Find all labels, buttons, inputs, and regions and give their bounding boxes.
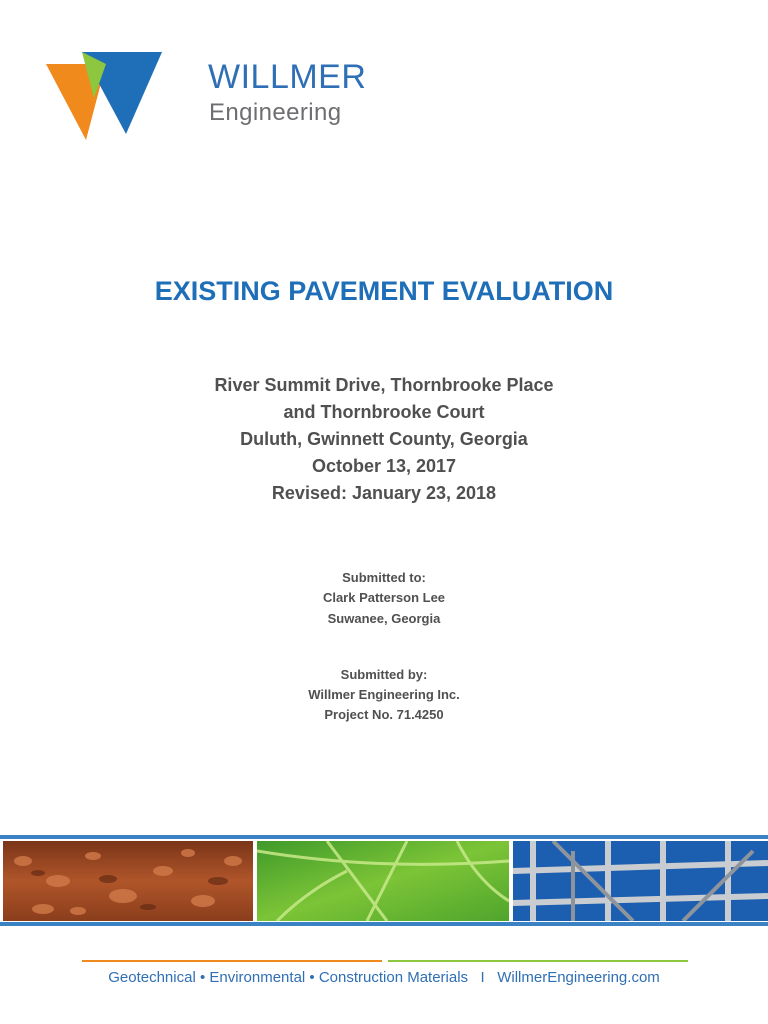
logo-subtitle: Engineering xyxy=(209,99,342,126)
logo-mark-icon xyxy=(44,48,204,148)
project-line-1: River Summit Drive, Thornbrooke Place xyxy=(214,375,554,395)
report-date: October 13, 2017 xyxy=(311,456,457,476)
project-line-2: and Thornbrooke Court xyxy=(283,402,485,422)
logo-name: WILLMER xyxy=(208,58,367,96)
soil-photo xyxy=(3,841,253,921)
document-title: EXISTING PAVEMENT EVALUATION xyxy=(154,276,614,306)
project-location: Duluth, Gwinnett County, Georgia xyxy=(240,429,528,449)
band-bottom-line xyxy=(0,922,768,926)
willmer-logo xyxy=(44,48,367,148)
submitted-by-label: Submitted by: xyxy=(340,667,428,682)
submitted-to-location: Suwanee, Georgia xyxy=(327,611,441,626)
steel-frame-photo xyxy=(513,841,768,921)
submitted-to-name: Clark Patterson Lee xyxy=(322,590,446,605)
revised-date: Revised: January 23, 2018 xyxy=(271,483,497,503)
footer-line-green xyxy=(388,960,688,962)
submitted-to-label: Submitted to: xyxy=(342,570,426,585)
submitted-by-name: Willmer Engineering Inc. xyxy=(308,687,460,702)
project-number: Project No. 71.4250 xyxy=(324,707,444,722)
leaf-photo xyxy=(257,841,509,921)
footer-line-orange xyxy=(82,960,382,962)
band-top-line xyxy=(0,835,768,839)
footer-tagline: Geotechnical • Environmental • Construction Materials I WillmerEngineering.com xyxy=(108,969,660,986)
